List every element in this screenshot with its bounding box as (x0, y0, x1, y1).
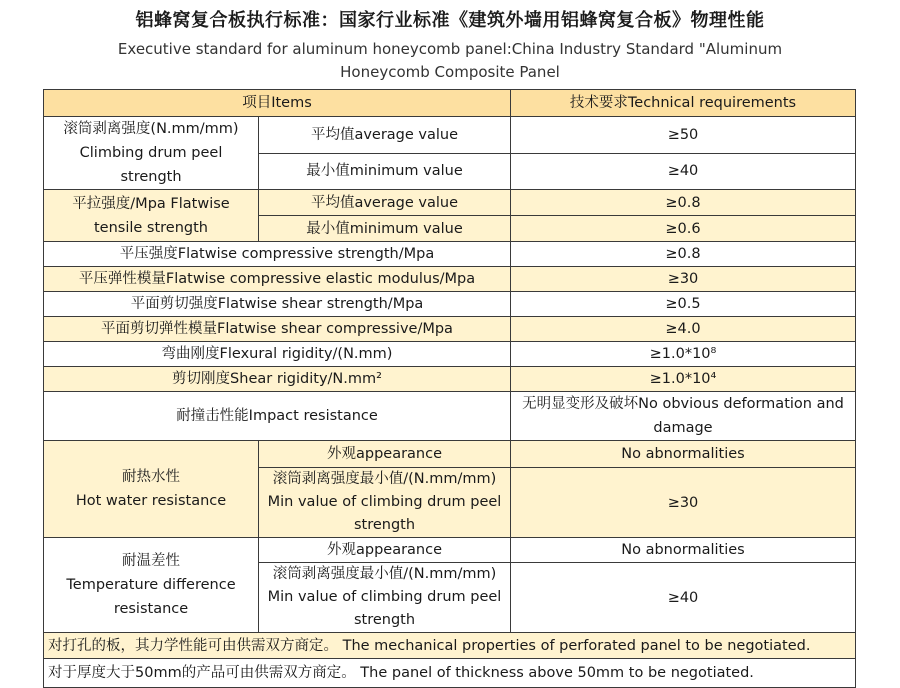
peel-strength-label (44, 117, 259, 190)
table-row (44, 267, 856, 292)
hot-water-peel-line-1: 滚筒剥离强度最小值/(N.mm/mm) (272, 471, 497, 487)
tensile-strength-label (44, 190, 259, 242)
temp-label-en-line-2: resistance (113, 601, 189, 617)
flexural-rigidity-label: 弯曲刚度Flexural rigidity/(N.mm) (44, 342, 511, 367)
flatwise-compressive-strength-label: 平压强度Flatwise compressive strength/Mpa (44, 242, 511, 267)
temp-appearance-label: 外观appearance (259, 538, 511, 563)
shear-rigidity-label: 剪切刚度Shear rigidity/N.mm² (44, 367, 511, 392)
table-row (44, 242, 856, 267)
table-row (44, 317, 856, 342)
header-items: 项目Items (44, 90, 511, 117)
table-header-row (44, 90, 856, 117)
table-row (44, 190, 856, 216)
flatwise-compressive-strength-value: ≥0.8 (511, 242, 856, 267)
page-title: 铝蜂窝复合板执行标准：国家行业标准《建筑外墙用铝蜂窝复合板》物理性能 (135, 10, 765, 31)
hot-water-peel-label (259, 468, 511, 538)
note-row (44, 659, 856, 688)
impact-resistance-value (511, 392, 856, 441)
hot-water-peel-line-2: Min value of climbing drum peel (267, 494, 502, 510)
table-row (44, 441, 856, 468)
subtitle-line-1: Executive standard for aluminum honeycomb panel:China Industry Standard "Aluminum (117, 40, 783, 58)
tensile-average-value: ≥0.8 (511, 190, 856, 216)
table-row (44, 342, 856, 367)
properties-table (43, 89, 856, 688)
temp-label-en-line-1: Temperature difference (66, 577, 236, 593)
temperature-difference-label (44, 538, 259, 633)
note-perforated-panel: 对打孔的板，其力学性能可由供需双方商定。 The mechanical properties of perforated panel to be negotiated. (44, 633, 856, 659)
temp-peel-value: ≥40 (511, 563, 856, 633)
impact-resistance-label: 耐撞击性能Impact resistance (44, 392, 511, 441)
temp-peel-line-3: strength (353, 612, 416, 628)
hot-water-appearance-value: No abnormalities (511, 441, 856, 468)
peel-minimum-value: ≥40 (511, 153, 856, 190)
hot-water-label-cn: 耐热水性 (122, 469, 180, 485)
tensile-label-line-1: 平拉强度/Mpa Flatwise (72, 195, 230, 212)
header-requirements: 技术要求Technical requirements (511, 90, 856, 117)
tensile-label-line-2: tensile strength (93, 219, 208, 236)
tensile-average-label: 平均值average value (259, 190, 511, 216)
hot-water-peel-value: ≥30 (511, 468, 856, 538)
peel-minimum-label: 最小值minimum value (259, 153, 511, 190)
impact-value-line-1: 无明显变形及破坏No obvious deformation and (522, 396, 844, 412)
hot-water-label (44, 441, 259, 538)
tensile-minimum-value: ≥0.6 (511, 216, 856, 242)
page-subtitle (0, 38, 900, 84)
table-row (44, 292, 856, 317)
compressive-modulus-label: 平压弹性模量Flatwise compressive elastic modulus/Mpa (44, 267, 511, 292)
shear-strength-label: 平面剪切强度Flatwise shear strength/Mpa (44, 292, 511, 317)
temp-peel-line-1: 滚筒剥离强度最小值/(N.mm/mm) (272, 566, 497, 582)
peel-average-value: ≥50 (511, 117, 856, 154)
flexural-rigidity-value: ≥1.0*10⁸ (511, 342, 856, 367)
peel-average-label: 平均值average value (259, 117, 511, 154)
table-row (44, 538, 856, 563)
hot-water-label-en: Hot water resistance (75, 493, 227, 509)
hot-water-peel-line-3: strength (353, 517, 416, 533)
tensile-minimum-label: 最小值minimum value (259, 216, 511, 242)
table-row (44, 367, 856, 392)
table-row (44, 117, 856, 154)
subtitle-line-2: Honeycomb Composite Panel (340, 63, 560, 81)
compressive-modulus-value: ≥30 (511, 267, 856, 292)
temp-peel-label (259, 563, 511, 633)
shear-modulus-value: ≥4.0 (511, 317, 856, 342)
impact-value-line-2: damage (653, 420, 713, 436)
hot-water-appearance-label: 外观appearance (259, 441, 511, 468)
shear-modulus-label: 平面剪切弹性模量Flatwise shear compressive/Mpa (44, 317, 511, 342)
note-thickness: 对于厚度大于50mm的产品可由供需双方商定。 The panel of thickness above 50mm to be negotiated. (44, 659, 856, 688)
temp-peel-line-2: Min value of climbing drum peel (267, 589, 502, 605)
peel-label-line-1: 滚筒剥离强度(N.mm/mm) (63, 121, 239, 137)
table-row (44, 392, 856, 441)
note-row (44, 633, 856, 659)
temp-appearance-value: No abnormalities (511, 538, 856, 563)
shear-rigidity-value: ≥1.0*10⁴ (511, 367, 856, 392)
peel-label-line-2: Climbing drum peel strength (79, 145, 223, 185)
shear-strength-value: ≥0.5 (511, 292, 856, 317)
temp-label-cn: 耐温差性 (122, 553, 180, 569)
